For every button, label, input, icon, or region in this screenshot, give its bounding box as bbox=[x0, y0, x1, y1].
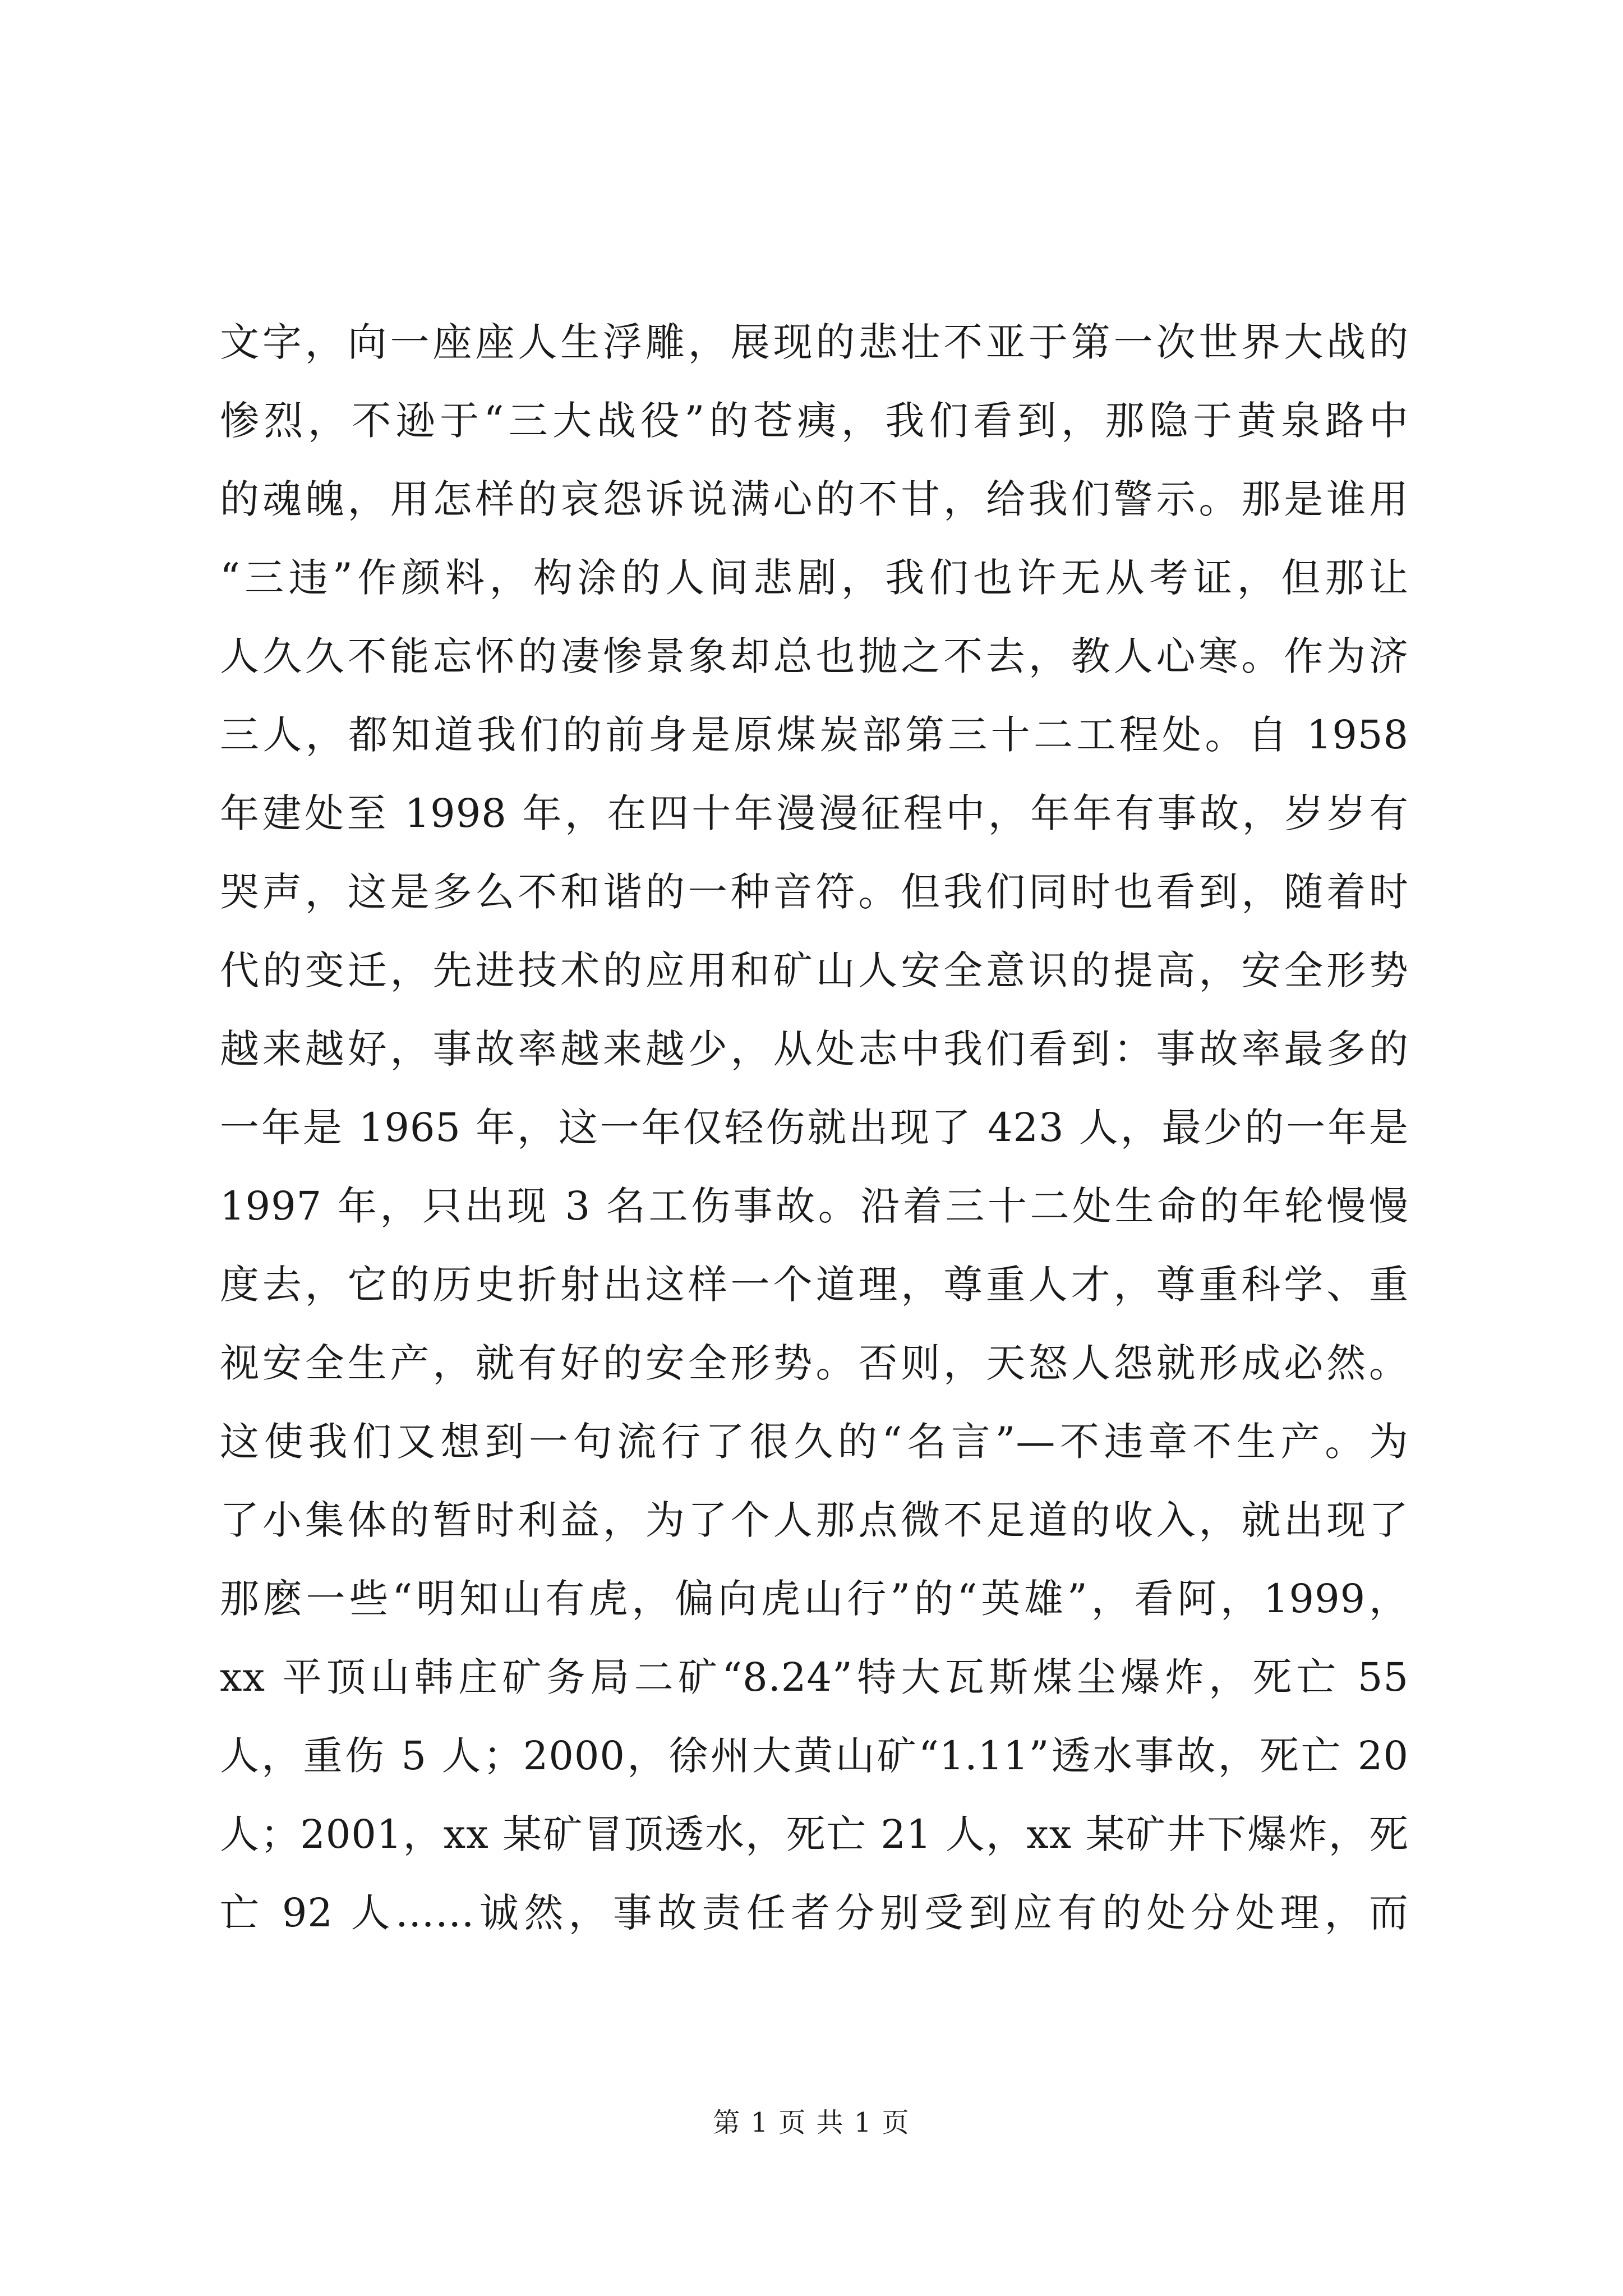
text-line: 哭声，这是多么不和谐的一种音符。但我们同时也看到，随着时 bbox=[220, 869, 1409, 915]
text-line: 文字，向一座座人生浮雕，展现的悲壮不亚于第一次世界大战的 bbox=[220, 319, 1409, 365]
page-footer: 第 1 页 共 1 页 bbox=[713, 2107, 910, 2138]
text-line: 年建处至 1998 年，在四十年漫漫征程中，年年有事故，岁岁有 bbox=[220, 790, 1409, 836]
text-line: 这使我们又想到一句流行了很久的“名言”—不违章不生产。为 bbox=[220, 1419, 1409, 1465]
text-line: 视安全生产，就有好的安全形势。否则，天怒人怨就形成必然。 bbox=[220, 1340, 1409, 1386]
body-text bbox=[220, 303, 1409, 1952]
text-line: 人久久不能忘怀的凄惨景象却总也抛之不去，教人心寒。作为济 bbox=[220, 633, 1409, 679]
text-line: 三人，都知道我们的前身是原煤炭部第三十二工程处。自 1958 bbox=[220, 712, 1409, 758]
text-line: 1997 年，只出现 3 名工伤事故。沿着三十二处生命的年轮慢慢 bbox=[220, 1183, 1409, 1229]
text-line: 那麽一些“明知山有虎，偏向虎山行”的“英雄”，看阿，1999， bbox=[220, 1576, 1409, 1622]
text-line: 越来越好，事故率越来越少，从处志中我们看到：事故率最多的 bbox=[220, 1026, 1409, 1072]
text-line: 了小集体的暂时利益，为了个人那点微不足道的收入，就出现了 bbox=[220, 1497, 1409, 1543]
text-line: 的魂魄，用怎样的哀怨诉说满心的不甘，给我们警示。那是谁用 bbox=[220, 476, 1409, 522]
text-line: 亡 92 人……诚然，事故责任者分别受到应有的处分处理，而 bbox=[220, 1890, 1409, 1936]
text-line: 代的变迁，先进技术的应用和矿山人安全意识的提高，安全形势 bbox=[220, 947, 1409, 993]
text-line: 人；2001，xx 某矿冒顶透水，死亡 21 人，xx 某矿井下爆炸，死 bbox=[220, 1811, 1409, 1857]
text-line: xx 平顶山韩庄矿务局二矿“8.24”特大瓦斯煤尘爆炸，死亡 55 bbox=[220, 1654, 1409, 1700]
text-line: 一年是 1965 年，这一年仅轻伤就出现了 423 人，最少的一年是 bbox=[220, 1105, 1409, 1151]
text-line: “三违”作颜料，构涂的人间悲剧，我们也许无从考证，但那让 bbox=[220, 555, 1409, 601]
text-line: 惨烈，不逊于“三大战役”的苍痍，我们看到，那隐于黄泉路中 bbox=[220, 398, 1409, 444]
text-line: 人，重伤 5 人；2000，徐州大黄山矿“1.11”透水事故，死亡 20 bbox=[220, 1733, 1409, 1779]
text-line: 度去，它的历史折射出这样一个道理，尊重人才，尊重科学、重 bbox=[220, 1262, 1409, 1308]
